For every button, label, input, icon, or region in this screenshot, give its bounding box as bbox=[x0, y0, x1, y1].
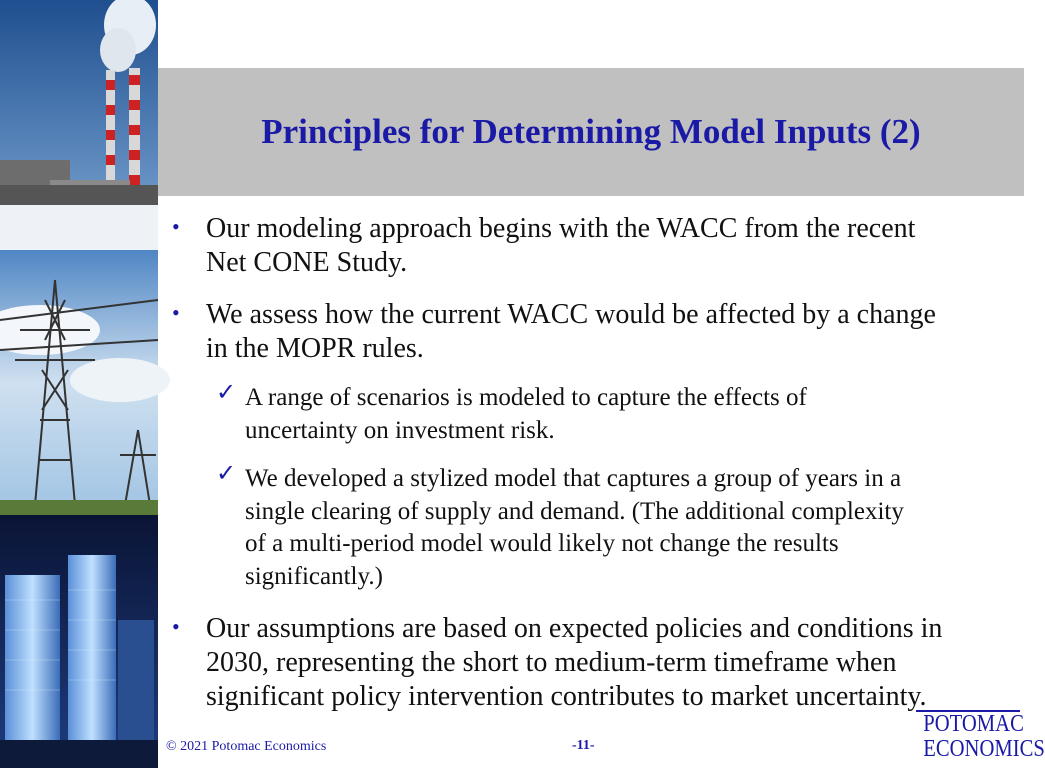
bullet-line: Our assumptions are based on expected policies and conditions in bbox=[206, 613, 943, 644]
bullet-marker: • bbox=[172, 214, 180, 239]
bullet-marker: • bbox=[172, 300, 180, 325]
checkmark-icon: ✓ bbox=[216, 461, 237, 487]
bullet-line: Net CONE Study. bbox=[206, 247, 408, 278]
bullet-item-2 bbox=[206, 298, 936, 366]
sub-bullet-line: A range of scenarios is modeled to capture the effects of bbox=[245, 384, 807, 411]
checkmark-icon: ✓ bbox=[216, 380, 237, 406]
bullet-line: in the MOPR rules. bbox=[206, 333, 424, 364]
sub-bullet-line: uncertainty on investment risk. bbox=[245, 416, 555, 444]
bullet-line: Our modeling approach begins with the WACC from the recent bbox=[206, 213, 916, 244]
logo-line-2: ECONOMICS bbox=[923, 736, 1045, 762]
bullet-line: significant policy intervention contributes to market uncertainty. bbox=[206, 681, 927, 712]
photo-collage-image bbox=[0, 0, 158, 768]
sub-bullet-line: of a multi-period model would likely not change the results bbox=[245, 530, 839, 557]
sub-bullet-line: single clearing of supply and demand. (The additional complexity bbox=[245, 497, 904, 525]
title-band bbox=[158, 68, 1024, 196]
bullet-item-3 bbox=[206, 612, 942, 714]
footer-copyright: © 2021 Potomac Economics bbox=[166, 739, 327, 754]
bullet-marker: • bbox=[172, 614, 180, 639]
bullet-line: We assess how the current WACC would be affected by a change bbox=[206, 299, 936, 330]
decorative-photo-strip bbox=[0, 0, 158, 768]
sub-bullet-line: We developed a stylized model that captures a group of years in a bbox=[245, 465, 902, 492]
sub-bullet-line: significantly.) bbox=[245, 562, 383, 590]
bullet-line: 2030, representing the short to medium-term timeframe when bbox=[206, 647, 897, 678]
bullet-item-1 bbox=[206, 212, 915, 280]
slide-title: Principles for Determining Model Inputs (2) bbox=[261, 112, 921, 151]
logo-line-1: POTOMAC bbox=[923, 711, 1024, 737]
page-number: -11- bbox=[572, 738, 595, 753]
potomac-economics-logo bbox=[916, 710, 1045, 770]
sub-bullet-item-1 bbox=[245, 382, 807, 447]
sub-bullet-item-2 bbox=[245, 463, 904, 593]
